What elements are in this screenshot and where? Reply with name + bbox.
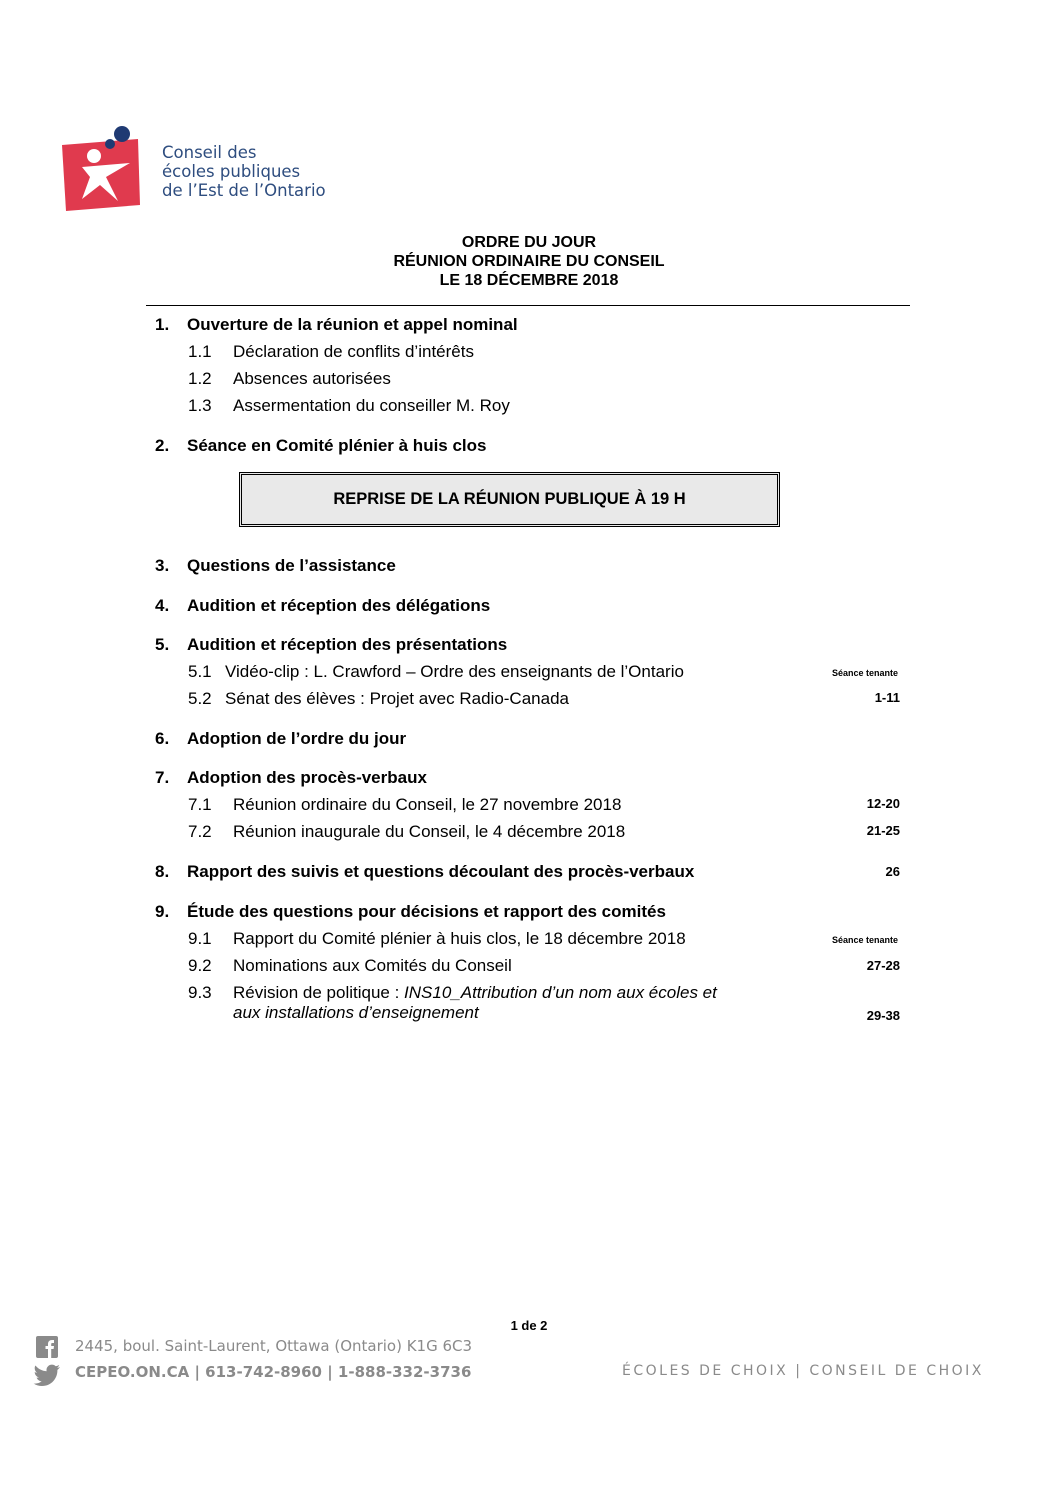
page-reference: 26 (885, 864, 900, 879)
agenda-item-1-2 (188, 369, 391, 389)
page-reference: 29-38 (866, 1008, 900, 1023)
organization-name (162, 143, 326, 200)
title-line: LE 18 DÉCEMBRE 2018 (439, 272, 619, 289)
section-label: Ouverture de la réunion et appel nominal (187, 315, 518, 334)
page-reference: 12-20 (866, 796, 900, 811)
page-reference: 27-28 (866, 958, 900, 973)
agenda-section-5 (155, 635, 507, 655)
agenda-section-2 (155, 436, 487, 456)
agenda-item-7-1 (188, 795, 621, 815)
section-label: Étude des questions pour décisions et rapport des comités (187, 902, 666, 921)
item-number: 7.2 (188, 822, 212, 841)
item-label: Réunion inaugurale du Conseil, le 4 décembre 2018 (233, 822, 626, 841)
item-number: 5.2 (188, 689, 212, 708)
item-label: Déclaration de conflits d’intérêts (233, 342, 474, 361)
section-label: Séance en Comité plénier à huis clos (187, 436, 487, 455)
page-reference: 1-11 (874, 690, 900, 705)
logo-mark-icon (60, 125, 160, 215)
section-label: Audition et réception des délégations (187, 596, 491, 615)
footer-contact: CEPEO.ON.CA | 613-742-8960 | 1-888-332-3736 (75, 1363, 472, 1381)
title-line: RÉUNION ORDINAIRE DU CONSEIL (393, 253, 665, 270)
facebook-icon (36, 1336, 58, 1358)
agenda-section-4 (155, 596, 490, 616)
section-label: Adoption des procès-verbaux (187, 768, 427, 787)
agenda-item-5-1 (188, 662, 684, 682)
item-label: Vidéo-clip : L. Crawford – Ordre des enseignants de l’Ontario (225, 662, 684, 681)
agenda-section-9 (155, 902, 666, 922)
agenda-section-7 (155, 768, 427, 788)
title-line: ORDRE DU JOUR (461, 234, 597, 251)
organization-logo (60, 125, 360, 215)
section-number: 8. (155, 862, 170, 881)
agenda-item-7-2 (188, 822, 625, 842)
twitter-icon (33, 1364, 61, 1386)
footer-slogan: ÉCOLES DE CHOIX | CONSEIL DE CHOIX (622, 1363, 984, 1379)
organization-name-line: de l’Est de l’Ontario (162, 181, 326, 200)
item-number: 1.2 (188, 369, 212, 388)
agenda-item-9-3-continuation: aux installations d’enseignement (233, 1003, 479, 1022)
section-number: 9. (155, 902, 170, 921)
document-title (0, 233, 1058, 290)
section-label: Questions de l’assistance (187, 556, 396, 575)
item-label: Assermentation du conseiller M. Roy (233, 396, 510, 415)
item-label: Révision de politique : (233, 983, 405, 1002)
page-number: 1 de 2 (510, 1318, 548, 1333)
section-number: 6. (155, 729, 170, 748)
section-number: 3. (155, 556, 170, 575)
item-number: 9.1 (188, 929, 212, 948)
item-label: Absences autorisées (233, 369, 391, 388)
agenda-item-9-1 (188, 929, 686, 949)
agenda-item-9-2 (188, 956, 512, 976)
organization-name-line: écoles publiques (162, 162, 301, 181)
public-session-banner: REPRISE DE LA RÉUNION PUBLIQUE À 19 H (239, 472, 780, 527)
item-number: 9.3 (188, 983, 212, 1002)
item-number: 5.1 (188, 662, 212, 681)
item-number: 7.1 (188, 795, 212, 814)
agenda-item-5-2 (188, 689, 569, 709)
section-number: 2. (155, 436, 170, 455)
section-number: 4. (155, 596, 170, 615)
footer-address: 2445, boul. Saint-Laurent, Ottawa (Ontario) K1G 6C3 (75, 1337, 473, 1355)
item-label: Nominations aux Comités du Conseil (233, 956, 512, 975)
agenda-item-1-1 (188, 342, 474, 362)
agenda-section-1 (155, 315, 518, 335)
section-label: Adoption de l’ordre du jour (187, 729, 407, 748)
item-label: Réunion ordinaire du Conseil, le 27 novembre 2018 (233, 795, 622, 814)
agenda-item-9-3 (188, 983, 717, 1003)
agenda-section-6 (155, 729, 406, 749)
agenda-section-8 (155, 862, 694, 882)
section-number: 1. (155, 315, 170, 334)
organization-name-line: Conseil des (162, 143, 257, 162)
agenda-item-1-3 (188, 396, 510, 416)
item-label: Sénat des élèves : Projet avec Radio-Canada (225, 689, 569, 708)
section-number: 5. (155, 635, 170, 654)
policy-title: INS10_Attribution d’un nom aux écoles et (404, 983, 717, 1002)
page-reference: Séance tenante (831, 668, 898, 678)
section-number: 7. (155, 768, 170, 787)
item-label: Rapport du Comité plénier à huis clos, le 18 décembre 2018 (233, 929, 686, 948)
section-label: Audition et réception des présentations (187, 635, 508, 654)
item-number: 1.3 (188, 396, 212, 415)
item-number: 9.2 (188, 956, 212, 975)
item-number: 1.1 (188, 342, 212, 361)
title-divider (146, 305, 910, 306)
section-label: Rapport des suivis et questions découlant des procès-verbaux (187, 862, 695, 881)
page-reference: Séance tenante (831, 935, 898, 945)
page-reference: 21-25 (866, 823, 900, 838)
agenda-section-3 (155, 556, 396, 576)
